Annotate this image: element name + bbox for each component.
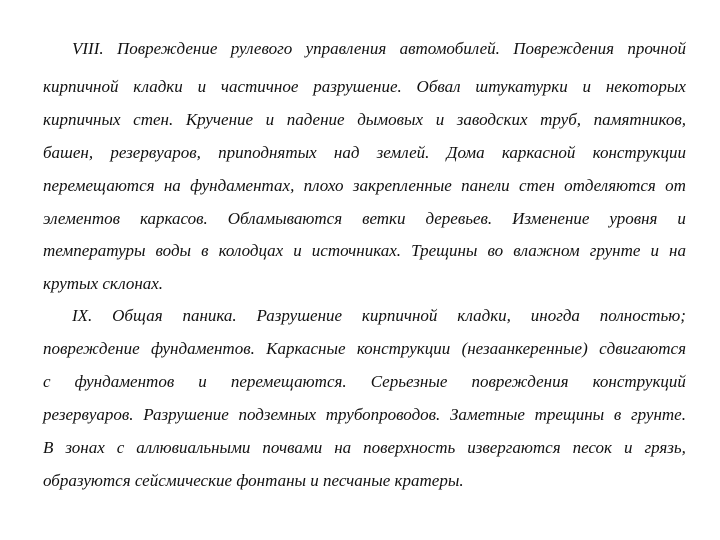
word: частичное <box>220 77 299 96</box>
word: VIII. <box>72 39 104 58</box>
word: почвами <box>262 438 323 457</box>
word: на <box>334 438 352 457</box>
word: деревьев. <box>425 209 493 228</box>
word: Разрушение <box>256 306 343 325</box>
word: штукатурки <box>475 77 568 96</box>
word: закрепленные <box>352 176 452 195</box>
word: колодцах <box>218 241 284 260</box>
word: Серьезные <box>370 372 448 391</box>
word: и <box>677 209 686 228</box>
word: В <box>43 438 54 457</box>
text-line <box>43 110 686 130</box>
word: Обламываются <box>227 209 343 228</box>
word: зонах <box>65 438 105 457</box>
word: температуры <box>43 241 146 260</box>
word: кладки, <box>457 306 511 325</box>
word: извергаются <box>467 438 561 457</box>
word: управления <box>305 39 387 58</box>
word: в <box>613 405 622 424</box>
text-line <box>43 176 686 196</box>
word: плохо <box>303 176 344 195</box>
word: и <box>582 77 592 96</box>
word: поверхность <box>363 438 456 457</box>
word: уровня <box>609 209 658 228</box>
word: сдвигаются <box>599 339 686 358</box>
text-line <box>43 405 686 425</box>
word: и <box>293 241 302 260</box>
word: некоторых <box>605 77 686 96</box>
word: трещины <box>534 405 605 424</box>
word: кирпичных <box>43 110 121 129</box>
word: и <box>650 241 659 260</box>
word: кладки <box>133 77 183 96</box>
text-line <box>72 306 686 326</box>
word: IX. <box>72 306 93 325</box>
word: и <box>265 110 275 129</box>
text-line <box>72 39 686 59</box>
word: отделяются <box>564 176 656 195</box>
word: автомобилей. <box>399 39 500 58</box>
word: землей. <box>376 143 430 162</box>
text-line <box>43 241 686 261</box>
word: памятников, <box>593 110 686 129</box>
word: панели <box>461 176 510 195</box>
word: Разрушение <box>143 405 229 424</box>
word: Изменение <box>512 209 590 228</box>
word: конструкции <box>592 143 686 162</box>
word: каркасов. <box>139 209 208 228</box>
word: фундаментов. <box>151 339 255 358</box>
word: прочной <box>627 39 686 58</box>
word: Трещины <box>411 241 478 260</box>
word: элементов <box>43 209 121 228</box>
word: дымовых <box>357 110 424 129</box>
word: кирпичной <box>361 306 438 325</box>
word: Общая <box>112 306 163 325</box>
word: Кручение <box>185 110 254 129</box>
word: стен. <box>133 110 174 129</box>
text-line <box>43 143 686 163</box>
word: песок <box>572 438 613 457</box>
word: Заметные <box>450 405 525 424</box>
text-line <box>43 339 686 359</box>
word: конструкций <box>592 372 686 391</box>
word: каркасной <box>501 143 576 162</box>
word: влажном <box>513 241 580 260</box>
word: ветки <box>362 209 406 228</box>
word: конструкции <box>356 339 451 358</box>
word: грязь, <box>644 438 686 457</box>
word: Дома <box>446 143 485 162</box>
word: Повреждение <box>116 39 218 58</box>
word: перемещаются <box>43 176 155 195</box>
word: грунте. <box>630 405 686 424</box>
word: с <box>116 438 125 457</box>
word: повреждение <box>43 339 140 358</box>
word: резервуаров, <box>110 143 201 162</box>
word: Каркасные <box>266 339 346 358</box>
word: рулевого <box>230 39 293 58</box>
word: и <box>435 110 445 129</box>
word: источниках. <box>311 241 402 260</box>
text-line: крутых склонах. <box>43 274 164 293</box>
word: стен <box>518 176 555 195</box>
text-line <box>43 372 686 392</box>
word: Обвал <box>416 77 461 96</box>
word: заводских <box>456 110 528 129</box>
text-line: образуются сейсмические фонтаны и песчаные кратеры. <box>43 471 464 490</box>
text-line <box>43 438 686 458</box>
word: резервуаров. <box>43 405 134 424</box>
word: фундаментов <box>74 372 175 391</box>
word: над <box>333 143 360 162</box>
word: фундаментах, <box>190 176 295 195</box>
word: Повреждения <box>513 39 615 58</box>
word: на <box>163 176 181 195</box>
text-line <box>43 209 686 229</box>
word: иногда <box>530 306 580 325</box>
word: разрушение. <box>313 77 402 96</box>
word: (незаанкеренные) <box>461 339 588 358</box>
word: с <box>43 372 51 391</box>
word: на <box>669 241 686 260</box>
word: трубопроводов. <box>325 405 441 424</box>
word: перемещаются. <box>230 372 347 391</box>
word: подземных <box>238 405 317 424</box>
word: грунте <box>589 241 641 260</box>
word: во <box>487 241 504 260</box>
word: от <box>665 176 686 195</box>
text-line <box>43 77 686 97</box>
word: повреждения <box>471 372 569 391</box>
word: кирпичной <box>43 77 119 96</box>
word: и <box>198 372 207 391</box>
word: аллювиальными <box>136 438 251 457</box>
word: паника. <box>182 306 237 325</box>
word: и <box>624 438 633 457</box>
word: башен, <box>43 143 94 162</box>
word: в <box>201 241 209 260</box>
word: воды <box>155 241 192 260</box>
word: приподнятых <box>218 143 317 162</box>
word: и <box>197 77 207 96</box>
word: полностью; <box>599 306 686 325</box>
word: падение <box>286 110 345 129</box>
word: труб, <box>540 110 581 129</box>
